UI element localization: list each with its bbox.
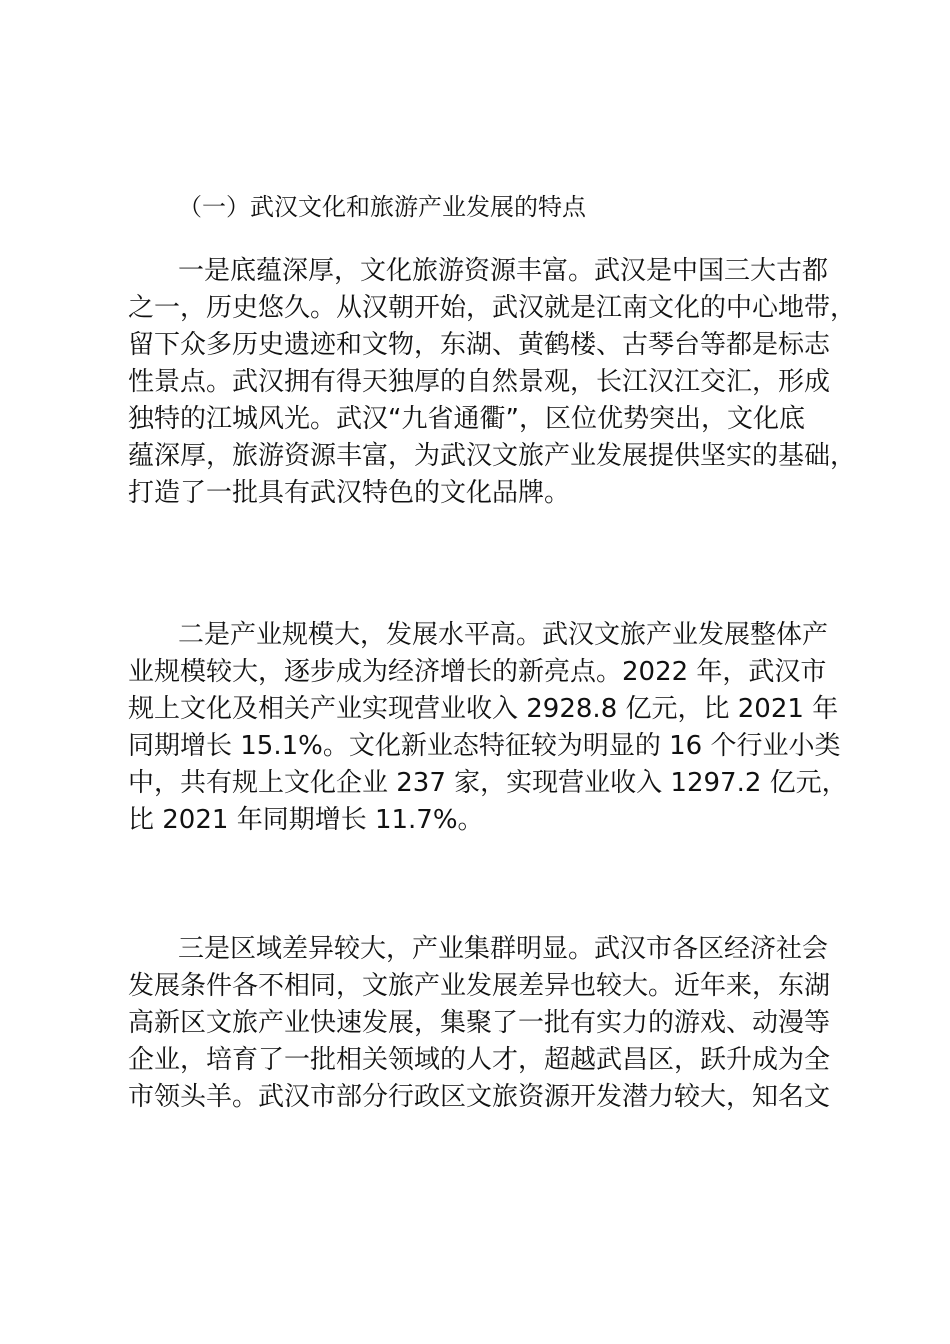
paragraph-line: 中，共有规上文化企业 237 家，实现营业收入 1297.2 亿元， [128,768,848,798]
paragraph-line: 高新区文旅产业快速发展，集聚了一批有实力的游戏、动漫等 [128,1008,831,1038]
paragraph-line: 二是产业规模大，发展水平高。武汉文旅产业发展整体产 [178,620,829,650]
paragraph-line: 市领头羊。武汉市部分行政区文旅资源开发潜力较大，知名文 [128,1082,831,1112]
paragraph-line: 企业，培育了一批相关领域的人才，超越武昌区，跃升成为全 [128,1045,831,1075]
paragraph-3 [128,931,848,1116]
paragraph-line: 之一，历史悠久。从汉朝开始，武汉就是江南文化的中心地带， [128,293,857,323]
paragraph-line: 性景点。武汉拥有得天独厚的自然景观，长江汉江交汇，形成 [128,367,831,397]
paragraph-line: 规上文化及相关产业实现营业收入 2928.8 亿元，比 2021 年 [128,694,839,724]
paragraph-line: 发展条件各不相同，文旅产业发展差异也较大。近年来，东湖 [128,971,831,1001]
paragraph-2 [128,617,848,839]
paragraph-line: 三是区域差异较大，产业集群明显。武汉市各区经济社会 [178,934,829,964]
paragraph-line: 业规模较大，逐步成为经济增长的新亮点。2022 年，武汉市 [128,657,827,687]
paragraph-1 [128,253,857,512]
paragraph-line: 独特的江城风光。武汉“九省通衢”，区位优势突出，文化底 [128,404,805,434]
section-heading: （一）武汉文化和旅游产业发展的特点 [178,193,586,221]
paragraph-line: 打造了一批具有武汉特色的文化品牌。 [128,478,571,508]
paragraph-line: 比 2021 年同期增长 11.7%。 [128,805,484,835]
paragraph-line: 蕴深厚，旅游资源丰富，为武汉文旅产业发展提供坚实的基础， [128,441,857,471]
paragraph-line: 同期增长 15.1%。文化新业态特征较为明显的 16 个行业小类 [128,731,841,761]
paragraph-line: 一是底蕴深厚，文化旅游资源丰富。武汉是中国三大古都 [178,256,829,286]
paragraph-line: 留下众多历史遗迹和文物，东湖、黄鹤楼、古琴台等都是标志 [128,330,831,360]
